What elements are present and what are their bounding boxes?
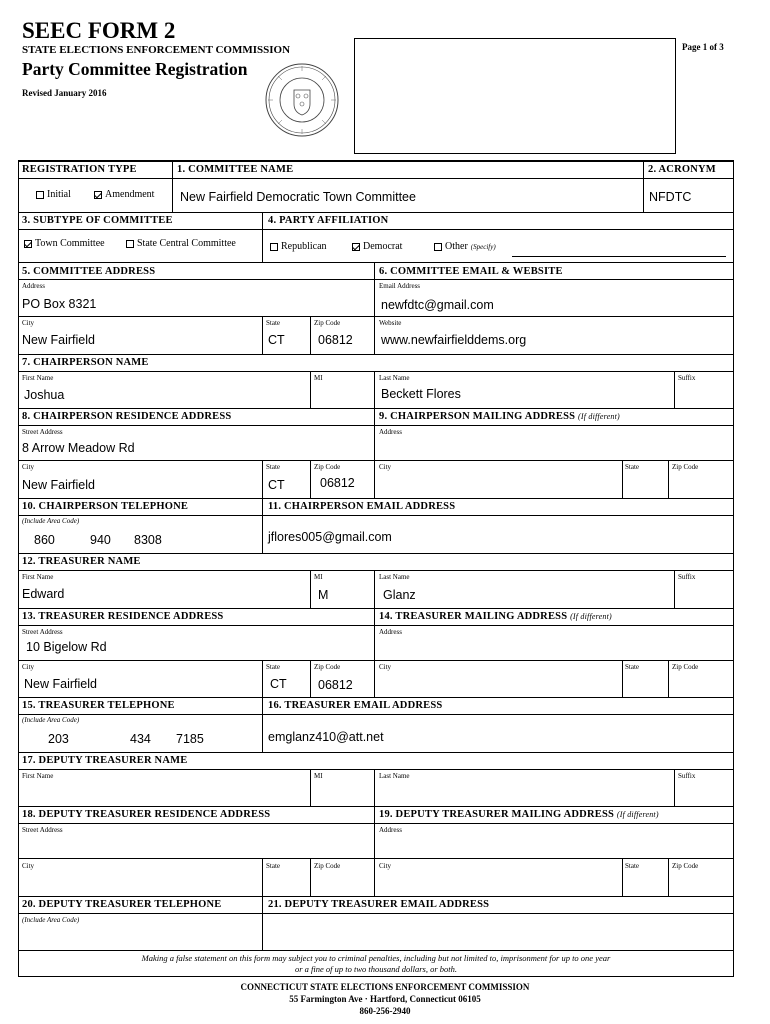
deputy-mi-field[interactable]	[312, 784, 372, 804]
treas-zip-label: Zip Code	[314, 663, 341, 671]
chair-mailing-title: 9. CHAIRPERSON MAILING ADDRESS	[379, 411, 576, 422]
amendment-checkbox[interactable]	[94, 191, 102, 199]
state-seal-icon	[264, 62, 340, 138]
amendment-option[interactable]	[94, 189, 154, 200]
deputy-mi-label: MI	[314, 772, 323, 780]
initial-option[interactable]	[36, 189, 71, 200]
treas-mail-address-label: Address	[379, 628, 402, 636]
deputy-phone-note: (Include Area Code)	[22, 916, 80, 924]
form-name: Party Committee Registration	[22, 59, 248, 79]
party-affiliation-header: 4. PARTY AFFILIATION	[268, 215, 389, 226]
committee-website-field[interactable]: www.newfairfielddems.org	[381, 333, 527, 347]
treas-last-name-label: Last Name	[379, 573, 410, 581]
treas-mailing-title: 14. TREASURER MAILING ADDRESS	[379, 611, 568, 622]
deputy-last-name-label: Last Name	[379, 772, 410, 780]
state-central-checkbox[interactable]	[126, 240, 134, 248]
chair-city-label: City	[22, 463, 35, 471]
democrat-checkbox[interactable]	[352, 243, 360, 251]
state-central-option[interactable]	[126, 238, 236, 249]
deputy-phone-field[interactable]	[20, 926, 260, 948]
chair-telephone-header: 10. CHAIRPERSON TELEPHONE	[22, 501, 189, 512]
committee-city-field[interactable]: New Fairfield	[22, 333, 95, 347]
chair-phone-prefix-field[interactable]: 940	[90, 533, 111, 547]
deputy-city-label: City	[22, 862, 35, 870]
committee-address-label: Address	[22, 282, 45, 290]
treas-state-label: State	[266, 663, 280, 671]
deputy-state-label: State	[266, 862, 280, 870]
deputy-last-name-field[interactable]	[376, 784, 672, 804]
treas-street-label: Street Address	[22, 628, 63, 636]
committee-email-field[interactable]: newfdtc@gmail.com	[381, 298, 494, 312]
chair-mail-city-label: City	[379, 463, 392, 471]
chairperson-name-header: 7. CHAIRPERSON NAME	[22, 357, 149, 368]
treas-suffix-label: Suffix	[678, 573, 696, 581]
deputy-mailing-header	[379, 809, 659, 820]
chair-mail-state-label: State	[625, 463, 639, 471]
chair-first-name-field[interactable]: Joshua	[24, 388, 65, 402]
deputy-mail-zip-label: Zip Code	[672, 862, 699, 870]
republican-checkbox[interactable]	[270, 243, 278, 251]
town-committee-label: Town Committee	[35, 238, 105, 249]
deputy-mailing-title: 19. DEPUTY TREASURER MAILING ADDRESS	[379, 809, 615, 820]
page-number: Page 1 of 3	[682, 42, 724, 52]
other-label: Other	[445, 241, 468, 252]
other-checkbox[interactable]	[434, 243, 442, 251]
chair-suffix-label: Suffix	[678, 374, 696, 382]
committee-name-header: 1. COMMITTEE NAME	[177, 164, 294, 175]
other-specify-line[interactable]	[512, 256, 726, 257]
stamp-box	[354, 38, 676, 154]
treas-mail-city-label: City	[379, 663, 392, 671]
deputy-street-field[interactable]	[20, 836, 372, 856]
treas-city-field[interactable]: New Fairfield	[24, 677, 97, 691]
chair-mi-label: MI	[314, 374, 323, 382]
chair-mail-address-label: Address	[379, 428, 402, 436]
initial-label: Initial	[47, 189, 71, 200]
committee-city-label: City	[22, 319, 35, 327]
deputy-email-header: 21. DEPUTY TREASURER EMAIL ADDRESS	[268, 899, 490, 910]
revised-date: Revised January 2016	[22, 88, 107, 98]
committee-website-label: Website	[379, 319, 402, 327]
chair-state-field[interactable]: CT	[268, 478, 285, 492]
deputy-suffix-field[interactable]	[676, 784, 732, 804]
chair-residence-header: 8. CHAIRPERSON RESIDENCE ADDRESS	[22, 411, 232, 422]
chair-last-name-label: Last Name	[379, 374, 410, 382]
treas-phone-area-field[interactable]: 203	[48, 732, 69, 746]
subtype-header: 3. SUBTYPE OF COMMITTEE	[22, 215, 173, 226]
town-committee-option[interactable]	[24, 238, 105, 249]
chair-mailing-note: (If different)	[578, 412, 620, 421]
committee-state-label: State	[266, 319, 280, 327]
treas-email-field[interactable]: emglanz410@att.net	[268, 730, 384, 744]
treas-email-header: 16. TREASURER EMAIL ADDRESS	[268, 700, 443, 711]
other-option[interactable]	[434, 241, 496, 252]
deputy-first-name-label: First Name	[22, 772, 54, 780]
treas-mailing-note: (If different)	[570, 612, 612, 621]
false-statement-warning-1: Making a false statement on this form may subject you to criminal penalties, including but not limited to, imprisonment for up to one year	[141, 953, 611, 963]
treas-city-label: City	[22, 663, 35, 671]
footer-address: 55 Farmington Ave · Hartford, Connecticut 06105	[289, 994, 481, 1004]
deputy-email-field[interactable]	[264, 914, 732, 948]
amendment-label: Amendment	[105, 189, 155, 200]
treas-mail-state-label: State	[625, 663, 639, 671]
registration-type-header: REGISTRATION TYPE	[22, 164, 137, 175]
acronym-header: 2. ACRONYM	[648, 164, 716, 175]
treas-first-name-field[interactable]: Edward	[22, 587, 65, 601]
treas-street-field[interactable]: 10 Bigelow Rd	[26, 640, 107, 654]
committee-address-header: 5. COMMITTEE ADDRESS	[22, 266, 156, 277]
treas-mailing-header	[379, 611, 612, 622]
treas-state-field[interactable]: CT	[270, 677, 287, 691]
deputy-mail-address-field[interactable]	[376, 836, 732, 856]
treas-telephone-header: 15. TREASURER TELEPHONE	[22, 700, 175, 711]
chair-street-field[interactable]: 8 Arrow Meadow Rd	[22, 441, 135, 455]
footer-agency: CONNECTICUT STATE ELECTIONS ENFORCEMENT COMMISSION	[240, 982, 530, 992]
deputy-zip-label: Zip Code	[314, 862, 341, 870]
treas-residence-header: 13. TREASURER RESIDENCE ADDRESS	[22, 611, 224, 622]
republican-option[interactable]	[270, 241, 327, 252]
chair-state-label: State	[266, 463, 280, 471]
town-committee-checkbox[interactable]	[24, 240, 32, 248]
chair-mailing-header	[379, 411, 620, 422]
committee-email-label: Email Address	[379, 282, 421, 290]
initial-checkbox[interactable]	[36, 191, 44, 199]
acronym-field[interactable]: NFDTC	[649, 190, 692, 204]
deputy-street-label: Street Address	[22, 826, 63, 834]
committee-zip-label: Zip Code	[314, 319, 341, 327]
chair-phone-area-field[interactable]: 860	[34, 533, 55, 547]
democrat-label: Democrat	[363, 241, 403, 252]
treas-mail-zip-label: Zip Code	[672, 663, 699, 671]
chair-street-label: Street Address	[22, 428, 63, 436]
chair-city-field[interactable]: New Fairfield	[22, 478, 95, 492]
chair-email-header: 11. CHAIRPERSON EMAIL ADDRESS	[268, 501, 456, 512]
deputy-first-name-field[interactable]	[20, 784, 308, 804]
deputy-residence-header: 18. DEPUTY TREASURER RESIDENCE ADDRESS	[22, 809, 271, 820]
committee-name-field[interactable]: New Fairfield Democratic Town Committee	[180, 190, 416, 204]
treas-last-name-field[interactable]: Glanz	[383, 588, 416, 602]
deputy-name-header: 17. DEPUTY TREASURER NAME	[22, 755, 188, 766]
chair-last-name-field[interactable]: Beckett Flores	[381, 387, 461, 401]
chair-zip-field[interactable]: 06812	[320, 476, 355, 490]
treasurer-name-header: 12. TREASURER NAME	[22, 556, 141, 567]
footer-phone: 860-256-2940	[359, 1006, 411, 1016]
republican-label: Republican	[281, 241, 327, 252]
deputy-mail-city-label: City	[379, 862, 392, 870]
chair-phone-number-field[interactable]: 8308	[134, 533, 162, 547]
chair-first-name-label: First Name	[22, 374, 54, 382]
treas-zip-field[interactable]: 06812	[318, 678, 353, 692]
deputy-mail-state-label: State	[625, 862, 639, 870]
committee-email-website-header: 6. COMMITTEE EMAIL & WEBSITE	[379, 266, 563, 277]
treas-phone-prefix-field[interactable]: 434	[130, 732, 151, 746]
democrat-option[interactable]	[352, 241, 402, 252]
chair-mail-zip-label: Zip Code	[672, 463, 699, 471]
committee-address-field[interactable]: PO Box 8321	[22, 297, 97, 311]
deputy-telephone-header: 20. DEPUTY TREASURER TELEPHONE	[22, 899, 222, 910]
chair-email-field[interactable]: jflores005@gmail.com	[268, 530, 392, 544]
deputy-suffix-label: Suffix	[678, 772, 696, 780]
agency-name: STATE ELECTIONS ENFORCEMENT COMMISSION	[22, 44, 291, 56]
committee-state-field[interactable]: CT	[268, 333, 285, 347]
deputy-mailing-note: (If different)	[616, 810, 659, 819]
false-statement-warning-2: or a fine of up to two thousand dollars, or both.	[295, 964, 457, 974]
treas-mi-label: MI	[314, 573, 323, 581]
chair-phone-note: (Include Area Code)	[22, 517, 80, 525]
treas-first-name-label: First Name	[22, 573, 54, 581]
specify-label: (Specify)	[470, 242, 496, 251]
treas-phone-note: (Include Area Code)	[22, 716, 80, 724]
treas-mi-field[interactable]: M	[318, 588, 329, 602]
chair-zip-label: Zip Code	[314, 463, 341, 471]
committee-zip-field[interactable]: 06812	[318, 333, 353, 347]
treas-phone-number-field[interactable]: 7185	[176, 732, 204, 746]
deputy-mail-address-label: Address	[379, 826, 402, 834]
state-central-label: State Central Committee	[137, 238, 236, 249]
form-title: SEEC FORM 2	[22, 18, 176, 43]
